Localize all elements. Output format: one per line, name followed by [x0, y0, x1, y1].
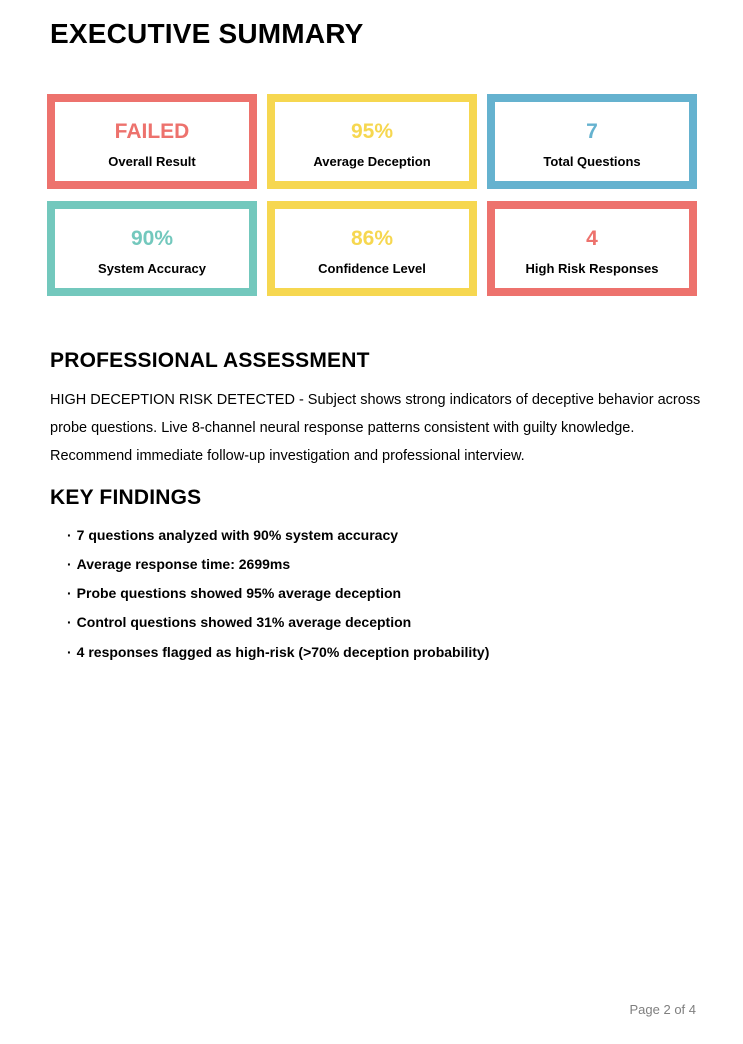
key-findings-list [67, 525, 697, 662]
key-finding-item [67, 554, 697, 574]
stat-card-overall-result [47, 94, 257, 189]
bullet-dot: · [67, 614, 72, 631]
stat-value: 4 [586, 227, 598, 251]
assessment-text: HIGH DECEPTION RISK DETECTED - Subject shows strong indicators of deceptive behavior across probe questions. Live 8-channel neural response patterns consistent with guilty knowledge. Recommend immediate follow-up investigation and professional interview. [50, 392, 701, 465]
key-finding-item [67, 642, 697, 662]
stat-label: Overall Result [108, 154, 196, 170]
stat-label: High Risk Responses [525, 261, 659, 277]
stat-label: Confidence Level [318, 261, 426, 277]
bullet-dot: · [67, 555, 72, 572]
stat-card-system-accuracy [47, 201, 257, 296]
key-finding-item [67, 525, 697, 545]
bullet-dot: · [67, 526, 72, 543]
bullet-dot: · [67, 643, 72, 660]
stat-label: System Accuracy [98, 261, 206, 277]
page-title: EXECUTIVE SUMMARY [50, 18, 364, 49]
stat-value: 7 [586, 120, 598, 144]
stat-label: Total Questions [543, 154, 641, 170]
stat-label: Average Deception [313, 154, 431, 170]
key-finding-item [67, 583, 697, 603]
key-finding-item [67, 612, 697, 632]
stat-value: 86% [350, 227, 394, 251]
section-heading-professional-assessment: PROFESSIONAL ASSESSMENT [50, 349, 370, 373]
key-finding-text: Average response time: 2699ms [76, 555, 291, 572]
section-heading-key-findings: KEY FINDINGS [50, 486, 202, 510]
key-finding-text: Control questions showed 31% average deception [76, 614, 412, 631]
stat-card-average-deception [267, 94, 477, 189]
stat-value: 90% [130, 227, 174, 251]
stat-value: 95% [350, 120, 394, 144]
stat-card-total-questions [487, 94, 697, 189]
key-finding-text: 4 responses flagged as high-risk (>70% deception probability) [76, 643, 490, 660]
key-finding-text: Probe questions showed 95% average deception [76, 585, 402, 602]
stat-card-confidence-level [267, 201, 477, 296]
page-number: Page 2 of 4 [629, 1002, 696, 1017]
key-finding-text: 7 questions analyzed with 90% system accuracy [76, 526, 399, 543]
stat-card-grid [47, 94, 697, 296]
stat-value: FAILED [114, 120, 190, 144]
stat-card-high-risk-responses [487, 201, 697, 296]
bullet-dot: · [67, 585, 72, 602]
